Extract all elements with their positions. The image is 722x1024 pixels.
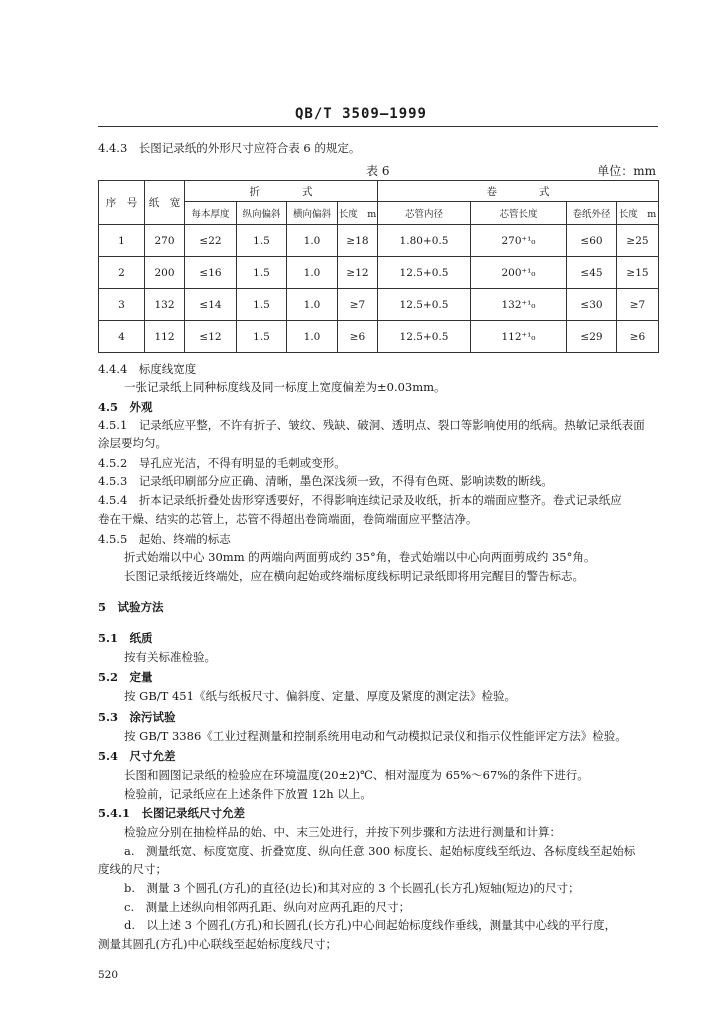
table-cell: ≤29 [567,321,617,353]
text-line: 检验前，记录纸应在上述条件下放置 12h 以上。 [124,787,372,801]
list-item-d: d. 以上述 3 个圆孔(方孔)和长圆孔(长方孔)中心间起始标度线作垂线，测量其中心线的平行度， [124,918,617,932]
table-cell: 112 [145,321,185,353]
heading-5-2: 5.2 定量 [98,670,153,684]
table-cell: ≥7 [338,289,378,321]
header-width: 纸 宽 [145,181,185,225]
table-cell: ≥18 [338,225,378,257]
text-line: 4.5.3 记录纸印刷部分应正确、清晰，墨色深浅须一致，不得有色斑、影响读数的断线。 [98,474,553,488]
dimension-table [98,180,659,353]
text-line: 4.5.1 记录纸应平整，不许有折子、皱纹、残缺、破洞、透明点、裂口等影响使用的纸病。热敏记录纸表面 [98,418,645,432]
table-cell: 1.0 [287,289,338,321]
table-cell: ≥6 [338,321,378,353]
table-cell: 3 [99,289,145,321]
heading-5-1: 5.1 纸质 [98,631,153,645]
text-line: 按 GB/T 451《纸与纸板尺寸、偏斜度、定量、厚度及紧度的测定法》检验。 [124,689,516,703]
header-roll-core-length: 芯管长度 [471,202,567,225]
text-line: 4.5.2 导孔应光洁，不得有明显的毛刺或变形。 [98,456,346,470]
heading-5-test-methods: 5 试验方法 [98,600,164,614]
header-rule [98,126,658,127]
text-line: 度线的尺寸； [98,862,167,876]
list-item-a: a. 测量纸宽、标度宽度、折叠宽度、纵向任意 300 标度长、起始标度线至纸边、各标度线至起始标 [124,844,636,858]
table-cell: 270⁺¹₀ [471,225,567,257]
table-cell: 2 [99,257,145,289]
text-line: 涂层要均匀。 [98,436,167,450]
table-cell: 1.5 [237,257,287,289]
table-name: 表 6 [366,164,390,178]
header-fold-length: 长度 m [338,202,378,225]
header-fold-transverse-skew: 横向偏斜 [287,202,338,225]
table-cell: 132⁺¹₀ [471,289,567,321]
table-cell: 1.5 [237,225,287,257]
table-cell: ≤45 [567,257,617,289]
list-item-b: b. 测量 3 个圆孔(方孔)的直径(边长)和其对应的 3 个长圆孔(长方孔)短轴(短边)的尺寸； [124,881,580,895]
table-cell: ≥15 [617,257,659,289]
clause-number: 4.4.3 [98,141,128,155]
text-line: 长图记录纸接近终端处，应在横向起始或终端标度线标明记录纸即将用完醒目的警告标志。 [124,569,584,583]
heading-5-4: 5.4 尺寸允差 [98,749,176,763]
clause-text: 长图记录纸的外形尺寸应符合表 6 的规定。 [138,141,361,155]
text-line: 卷在干燥、结实的芯管上，芯管不得超出卷筒端面，卷筒端面应平整洁净。 [98,512,478,526]
heading-4-4-4: 4.4.4 标度线宽度 [98,362,197,376]
table-cell: ≥25 [617,225,659,257]
table-row [99,321,659,353]
header-roll-length: 长度 m [617,202,659,225]
text-line: 测量其圆孔(方孔)中心联线至起始标度线尺寸； [98,937,337,951]
header-roll-core-diameter: 芯管内径 [378,202,471,225]
table-cell: 270 [145,225,185,257]
table-cell: 1.0 [287,321,338,353]
text-line: 按 GB/T 3386《工业过程测量和控制系统用电动和气动模拟记录仪和指示仪性能评定方法》检验。 [124,729,627,743]
table-cell: 4 [99,321,145,353]
header-fold-longitudinal-skew: 纵向偏斜 [237,202,287,225]
text-line: 一张记录纸上同种标度线及同一标度上宽度偏差为±0.03mm。 [124,380,446,394]
table-cell: 132 [145,289,185,321]
text-line: 折式始端以中心 30mm 的两端向两面剪成约 35°角，卷式始端以中心向两面剪成约 35°角。 [124,550,596,564]
table-cell: 1.5 [237,289,287,321]
table-cell: 12.5+0.5 [378,321,471,353]
header-fold-thickness: 每本厚度 [185,202,237,225]
header-index: 序 号 [99,181,145,225]
heading-4-5: 4.5 外观 [98,400,153,414]
table-cell: 112⁺¹₀ [471,321,567,353]
table-cell: ≤30 [567,289,617,321]
table-cell: 1.0 [287,225,338,257]
table-row [99,225,659,257]
table-row [99,257,659,289]
table-cell: ≥12 [338,257,378,289]
table-cell: 200 [145,257,185,289]
table-cell: 1.80+0.5 [378,225,471,257]
heading-5-4-1: 5.4.1 长图记录纸尺寸允差 [98,806,246,820]
table-caption [98,162,658,178]
table-cell: ≤22 [185,225,237,257]
table-cell: ≤16 [185,257,237,289]
table-cell: 1.5 [237,321,287,353]
table-cell: 1.0 [287,257,338,289]
table-cell: 1 [99,225,145,257]
clause-4-4-3 [98,141,360,156]
list-item-c: c. 测量上述纵向相邻两孔距、纵向对应两孔距的尺寸； [124,900,411,914]
standard-code-header: QB/T 3509—1999 [294,106,427,122]
table-unit: 单位：mm [597,164,656,178]
page-number: 520 [98,969,119,981]
table-cell: ≤12 [185,321,237,353]
table-cell: ≥7 [617,289,659,321]
text-line: 4.5.4 折本记录纸折叠处齿形穿透要好，不得影响连续记录及收纸，折本的端面应整齐。卷式记录纸应 [98,493,622,507]
text-line: 按有关标准检验。 [124,650,216,664]
table-cell: ≥6 [617,321,659,353]
table-cell: 12.5+0.5 [378,257,471,289]
table-cell: ≤60 [567,225,617,257]
header-fold-group: 折 式 [185,181,378,202]
text-line: 检验应分别在抽检样品的始、中、末三处进行，并按下列步骤和方法进行测量和计算： [124,825,561,839]
heading-5-3: 5.3 涂污试验 [98,710,176,724]
text-line: 长图和圆图记录纸的检验应在环境温度(20±2)℃、相对湿度为 65%～67%的条件下进行。 [124,768,589,782]
header-roll-outer-diameter: 卷纸外径 [567,202,617,225]
table-cell: 12.5+0.5 [378,289,471,321]
table-row [99,289,659,321]
heading-4-5-5: 4.5.5 起始、终端的标志 [98,532,231,546]
table-cell: 200⁺¹₀ [471,257,567,289]
table-cell: ≤14 [185,289,237,321]
header-roll-group: 卷 式 [378,181,659,202]
